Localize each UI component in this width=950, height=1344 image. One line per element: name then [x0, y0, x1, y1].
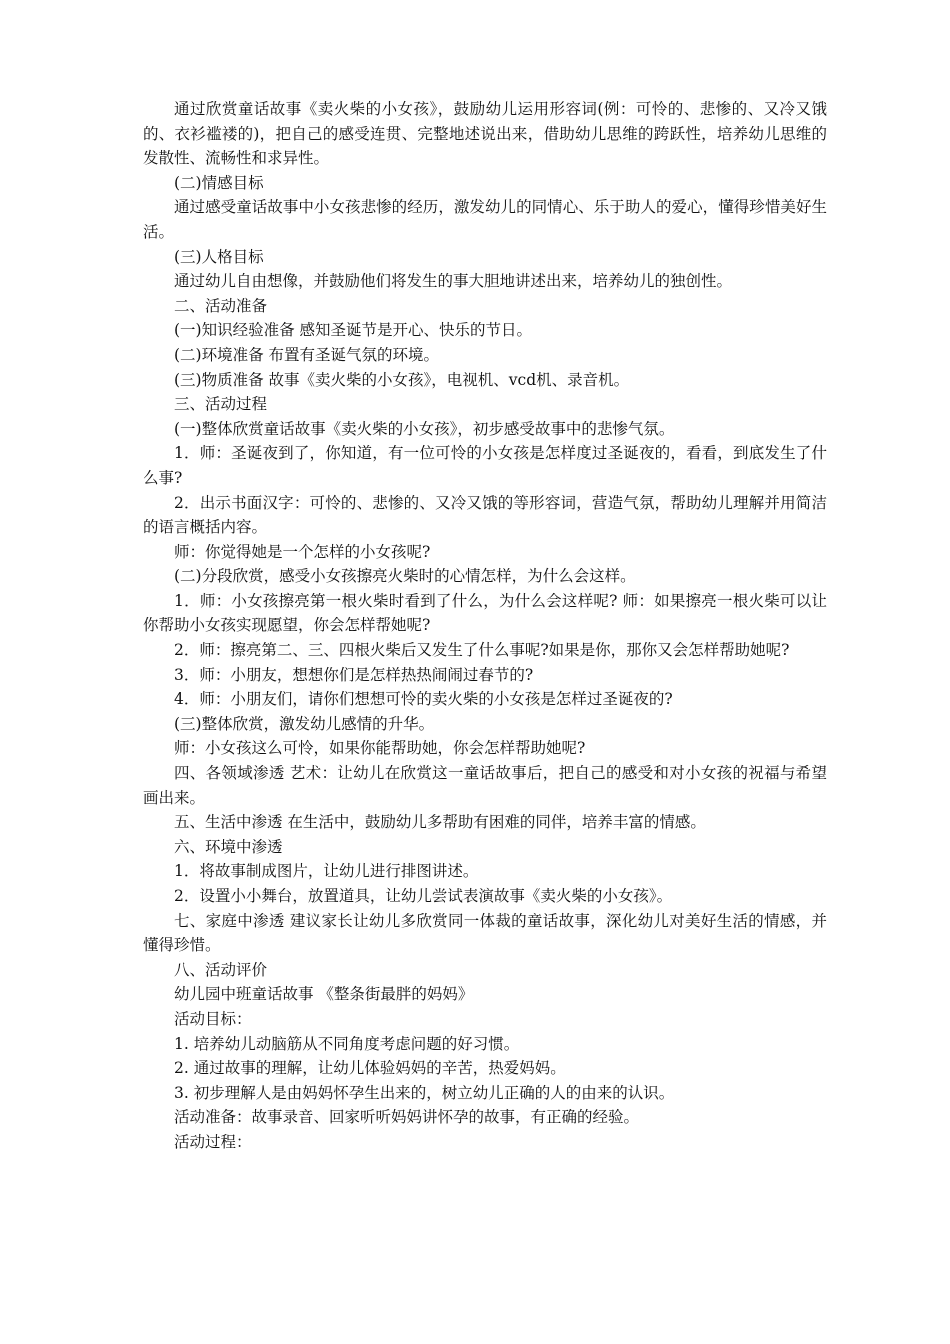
document-body	[143, 97, 827, 1155]
paragraph: 四、各领域渗透 艺术：让幼儿在欣赏这一童话故事后，把自己的感受和对小女孩的祝福与希望画出来。	[143, 764, 827, 807]
paragraph: 五、生活中渗透 在生活中，鼓励幼儿多帮助有困难的同伴，培养丰富的情感。	[174, 813, 706, 832]
paragraph: 1．师：圣诞夜到了，你知道，有一位可怜的小女孩是怎样度过圣诞夜的，看看，到底发生了什么事?	[143, 444, 827, 487]
paragraph: (一)知识经验准备 感知圣诞节是开心、快乐的节日。	[174, 321, 533, 340]
paragraph: 1. 培养幼儿动脑筋从不同角度考虑问题的好习惯。	[174, 1034, 520, 1053]
paragraph: (一)整体欣赏童话故事《卖火柴的小女孩》，初步感受故事中的悲惨气氛。	[174, 419, 675, 438]
paragraph: 3. 初步理解人是由妈妈怀孕生出来的，树立幼儿正确的人的由来的认识。	[174, 1083, 675, 1102]
section-heading: 活动过程：	[174, 1132, 252, 1151]
paragraph: (二)分段欣赏，感受小女孩擦亮火柴时的心情怎样，为什么会这样。	[174, 567, 636, 586]
paragraph: 2．出示书面汉字：可怜的、悲惨的、又冷又饿的等形容词，营造气氛，帮助幼儿理解并用简洁的语言概括内容。	[143, 493, 827, 537]
paragraph: 七、家庭中渗透 建议家长让幼儿多欣赏同一体裁的童话故事，深化幼儿对美好生活的情感，并懂得珍惜。	[143, 911, 827, 955]
paragraph: 师：你觉得她是一个怎样的小女孩呢?	[174, 542, 431, 561]
story-title: 幼儿园中班童话故事 《整条街最胖的妈妈》	[174, 985, 474, 1004]
section-heading: 三、活动过程	[174, 395, 268, 414]
section-heading: 八、活动评价	[174, 960, 268, 979]
paragraph: 通过感受童话故事中小女孩悲惨的经历，激发幼儿的同情心、乐于助人的爱心，懂得珍惜美好生活。	[143, 198, 827, 241]
section-heading: (三)人格目标	[174, 247, 264, 266]
paragraph: 1．师：小女孩擦亮第一根火柴时看到了什么，为什么会这样呢? 师：如果擦亮一根火柴可以让你帮助小女孩实现愿望，你会怎样帮她呢?	[143, 591, 827, 635]
paragraph: 活动准备：故事录音、回家听听妈妈讲怀孕的故事，有正确的经验。	[174, 1108, 640, 1127]
paragraph: 通过幼儿自由想像，并鼓励他们将发生的事大胆地讲述出来，培养幼儿的独创性。	[174, 272, 733, 291]
paragraph: 2. 通过故事的理解，让幼儿体验妈妈的辛苦，热爱妈妈。	[174, 1059, 566, 1078]
paragraph: (二)环境准备 布置有圣诞气氛的环境。	[174, 345, 440, 364]
paragraph: (三)整体欣赏，激发幼儿感情的升华。	[174, 714, 435, 733]
section-heading: 活动目标：	[174, 1009, 252, 1028]
section-heading: 六、环境中渗透	[174, 837, 283, 856]
section-heading: (二)情感目标	[174, 173, 264, 192]
section-heading: 二、活动准备	[174, 296, 268, 315]
paragraph: 师：小女孩这么可怜，如果你能帮助她，你会怎样帮助她呢?	[174, 739, 586, 758]
paragraph: 3．师：小朋友，想想你们是怎样热热闹闹过春节的?	[174, 665, 534, 684]
paragraph: 2．设置小小舞台，放置道具，让幼儿尝试表演故事《卖火柴的小女孩》。	[174, 887, 673, 905]
paragraph: 4．师：小朋友们，请你们想想可怜的卖火柴的小女孩是怎样过圣诞夜的?	[174, 690, 673, 709]
paragraph: 2．师：擦亮第二、三、四根火柴后又发生了什么事呢?如果是你，那你又会怎样帮助她呢?	[174, 641, 790, 660]
paragraph: 1．将故事制成图片，让幼儿进行排图讲述。	[174, 862, 479, 881]
paragraph: (三)物质准备 故事《卖火柴的小女孩》，电视机、vcd机、录音机。	[174, 370, 630, 389]
paragraph: 通过欣赏童话故事《卖火柴的小女孩》，鼓励幼儿运用形容词(例：可怜的、悲惨的、又冷又饿的、衣衫褴褛的)，把自己的感受连贯、完整地述说出来，借助幼儿思维的跨跃性，培养幼儿思维的发散性、流畅性和求异性。	[143, 100, 827, 168]
